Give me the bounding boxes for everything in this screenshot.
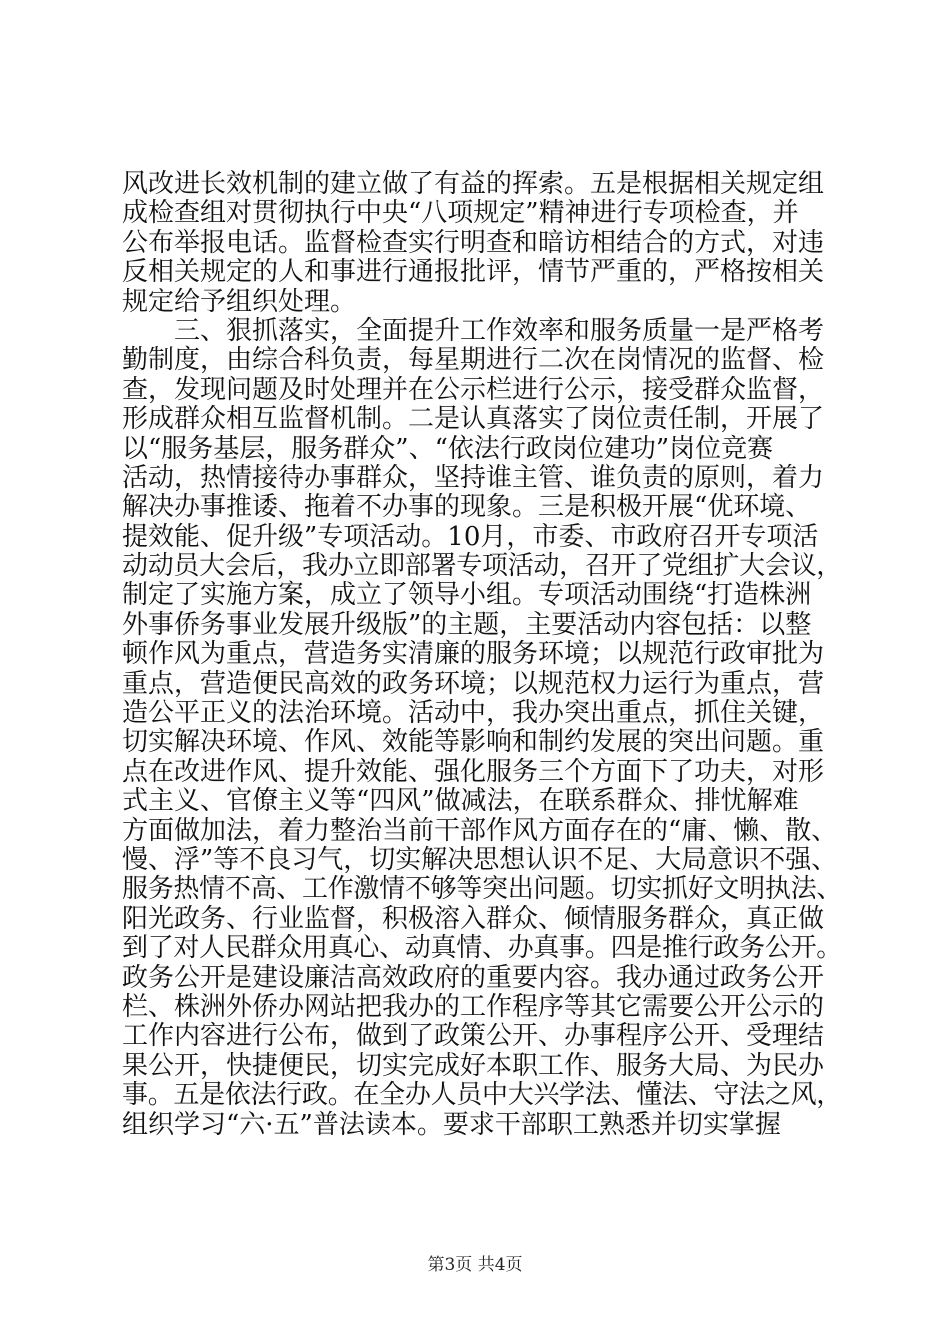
text-line: 动动员大会后，我办立即部署专项活动，召开了党组扩大会议， xyxy=(122,551,843,582)
text-line: 制定了实施方案，成立了领导小组。专项活动围绕“打造株洲 xyxy=(122,580,812,611)
text-line: 点在改进作风、提升效能、强化服务三个方面下了功夫，对形 xyxy=(122,756,825,787)
text-line: 式主义、官僚主义等“四风”做减法，在联系群众、排忧解难 xyxy=(122,786,799,817)
text-line: 以“服务基层，服务群众”、“依法行政岗位建功”岗位竞赛 xyxy=(122,433,774,464)
text-line: 成检查组对贯彻执行中央“八项规定”精神进行专项检查，并 xyxy=(122,198,799,229)
text-line: 提效能、促升级”专项活动。10月，市委、市政府召开专项活 xyxy=(122,521,819,552)
text-line: 活动，热情接待办事群众，坚持谁主管、谁负责的原则，着力 xyxy=(122,462,825,493)
text-line: 公布举报电话。监督检查实行明查和暗访相结合的方式，对违 xyxy=(122,227,825,258)
text-line: 外事侨务事业发展升级版”的主题，主要活动内容包括：以整 xyxy=(122,609,812,640)
text-line: 阳光政务、行业监督，积极溶入群众、倾情服务群众，真正做 xyxy=(122,903,825,934)
text-line: 形成群众相互监督机制。二是认真落实了岗位责任制，开展了 xyxy=(122,404,825,435)
text-line: 造公平正义的法治环境。活动中，我办突出重点，抓住关键， xyxy=(122,698,825,729)
text-line: 规定给予组织处理。 xyxy=(122,286,357,317)
text-line: 解决办事推诿、拖着不办事的现象。三是积极开展“优环境、 xyxy=(122,492,812,523)
page-footer: 第3页 共4页 xyxy=(427,1255,523,1275)
text-line: 方面做加法，着力整治当前干部作风方面存在的“庸、懒、散、 xyxy=(122,815,838,846)
text-line: 服务热情不高、工作激情不够等突出问题。切实抓好文明执法、 xyxy=(122,874,843,905)
text-line: 事。五是依法行政。在全办人员中大兴学法、懂法、守法之风， xyxy=(122,1080,843,1111)
text-line: 组织学习“六·五”普法读本。要求干部职工熟悉并切实掌握 xyxy=(122,1109,781,1140)
body-text xyxy=(122,170,842,1140)
text-line: 三、狠抓落实，全面提升工作效率和服务质量一是严格考 xyxy=(122,315,825,346)
text-line: 顿作风为重点，营造务实清廉的服务环境；以规范行政审批为 xyxy=(122,639,825,670)
text-line: 切实解决环境、作风、效能等影响和制约发展的突出问题。重 xyxy=(122,727,825,758)
text-line: 勤制度，由综合科负责，每星期进行二次在岗情况的监督、检 xyxy=(122,345,825,376)
text-line: 到了对人民群众用真心、动真情、办真事。四是推行政务公开。 xyxy=(122,933,843,964)
text-line: 重点，营造便民高效的政务环境；以规范权力运行为重点，营 xyxy=(122,668,825,699)
text-line: 栏、株洲外侨办网站把我办的工作程序等其它需要公开公示的 xyxy=(122,991,825,1022)
text-line: 工作内容进行公布，做到了政策公开、办事程序公开、受理结 xyxy=(122,1021,825,1052)
text-line: 果公开，快捷便民，切实完成好本职工作、服务大局、为民办 xyxy=(122,1050,825,1081)
text-line: 慢、浮”等不良习气，切实解决思想认识不足、大局意识不强、 xyxy=(122,844,838,875)
text-line: 反相关规定的人和事进行通报批评，情节严重的，严格按相关 xyxy=(122,257,825,288)
text-line: 政务公开是建设廉洁高效政府的重要内容。我办通过政务公开 xyxy=(122,962,825,993)
text-line: 风改进长效机制的建立做了有益的挥索。五是根据相关规定组 xyxy=(122,169,825,199)
text-line: 查，发现问题及时处理并在公示栏进行公示，接受群众监督， xyxy=(122,374,825,405)
